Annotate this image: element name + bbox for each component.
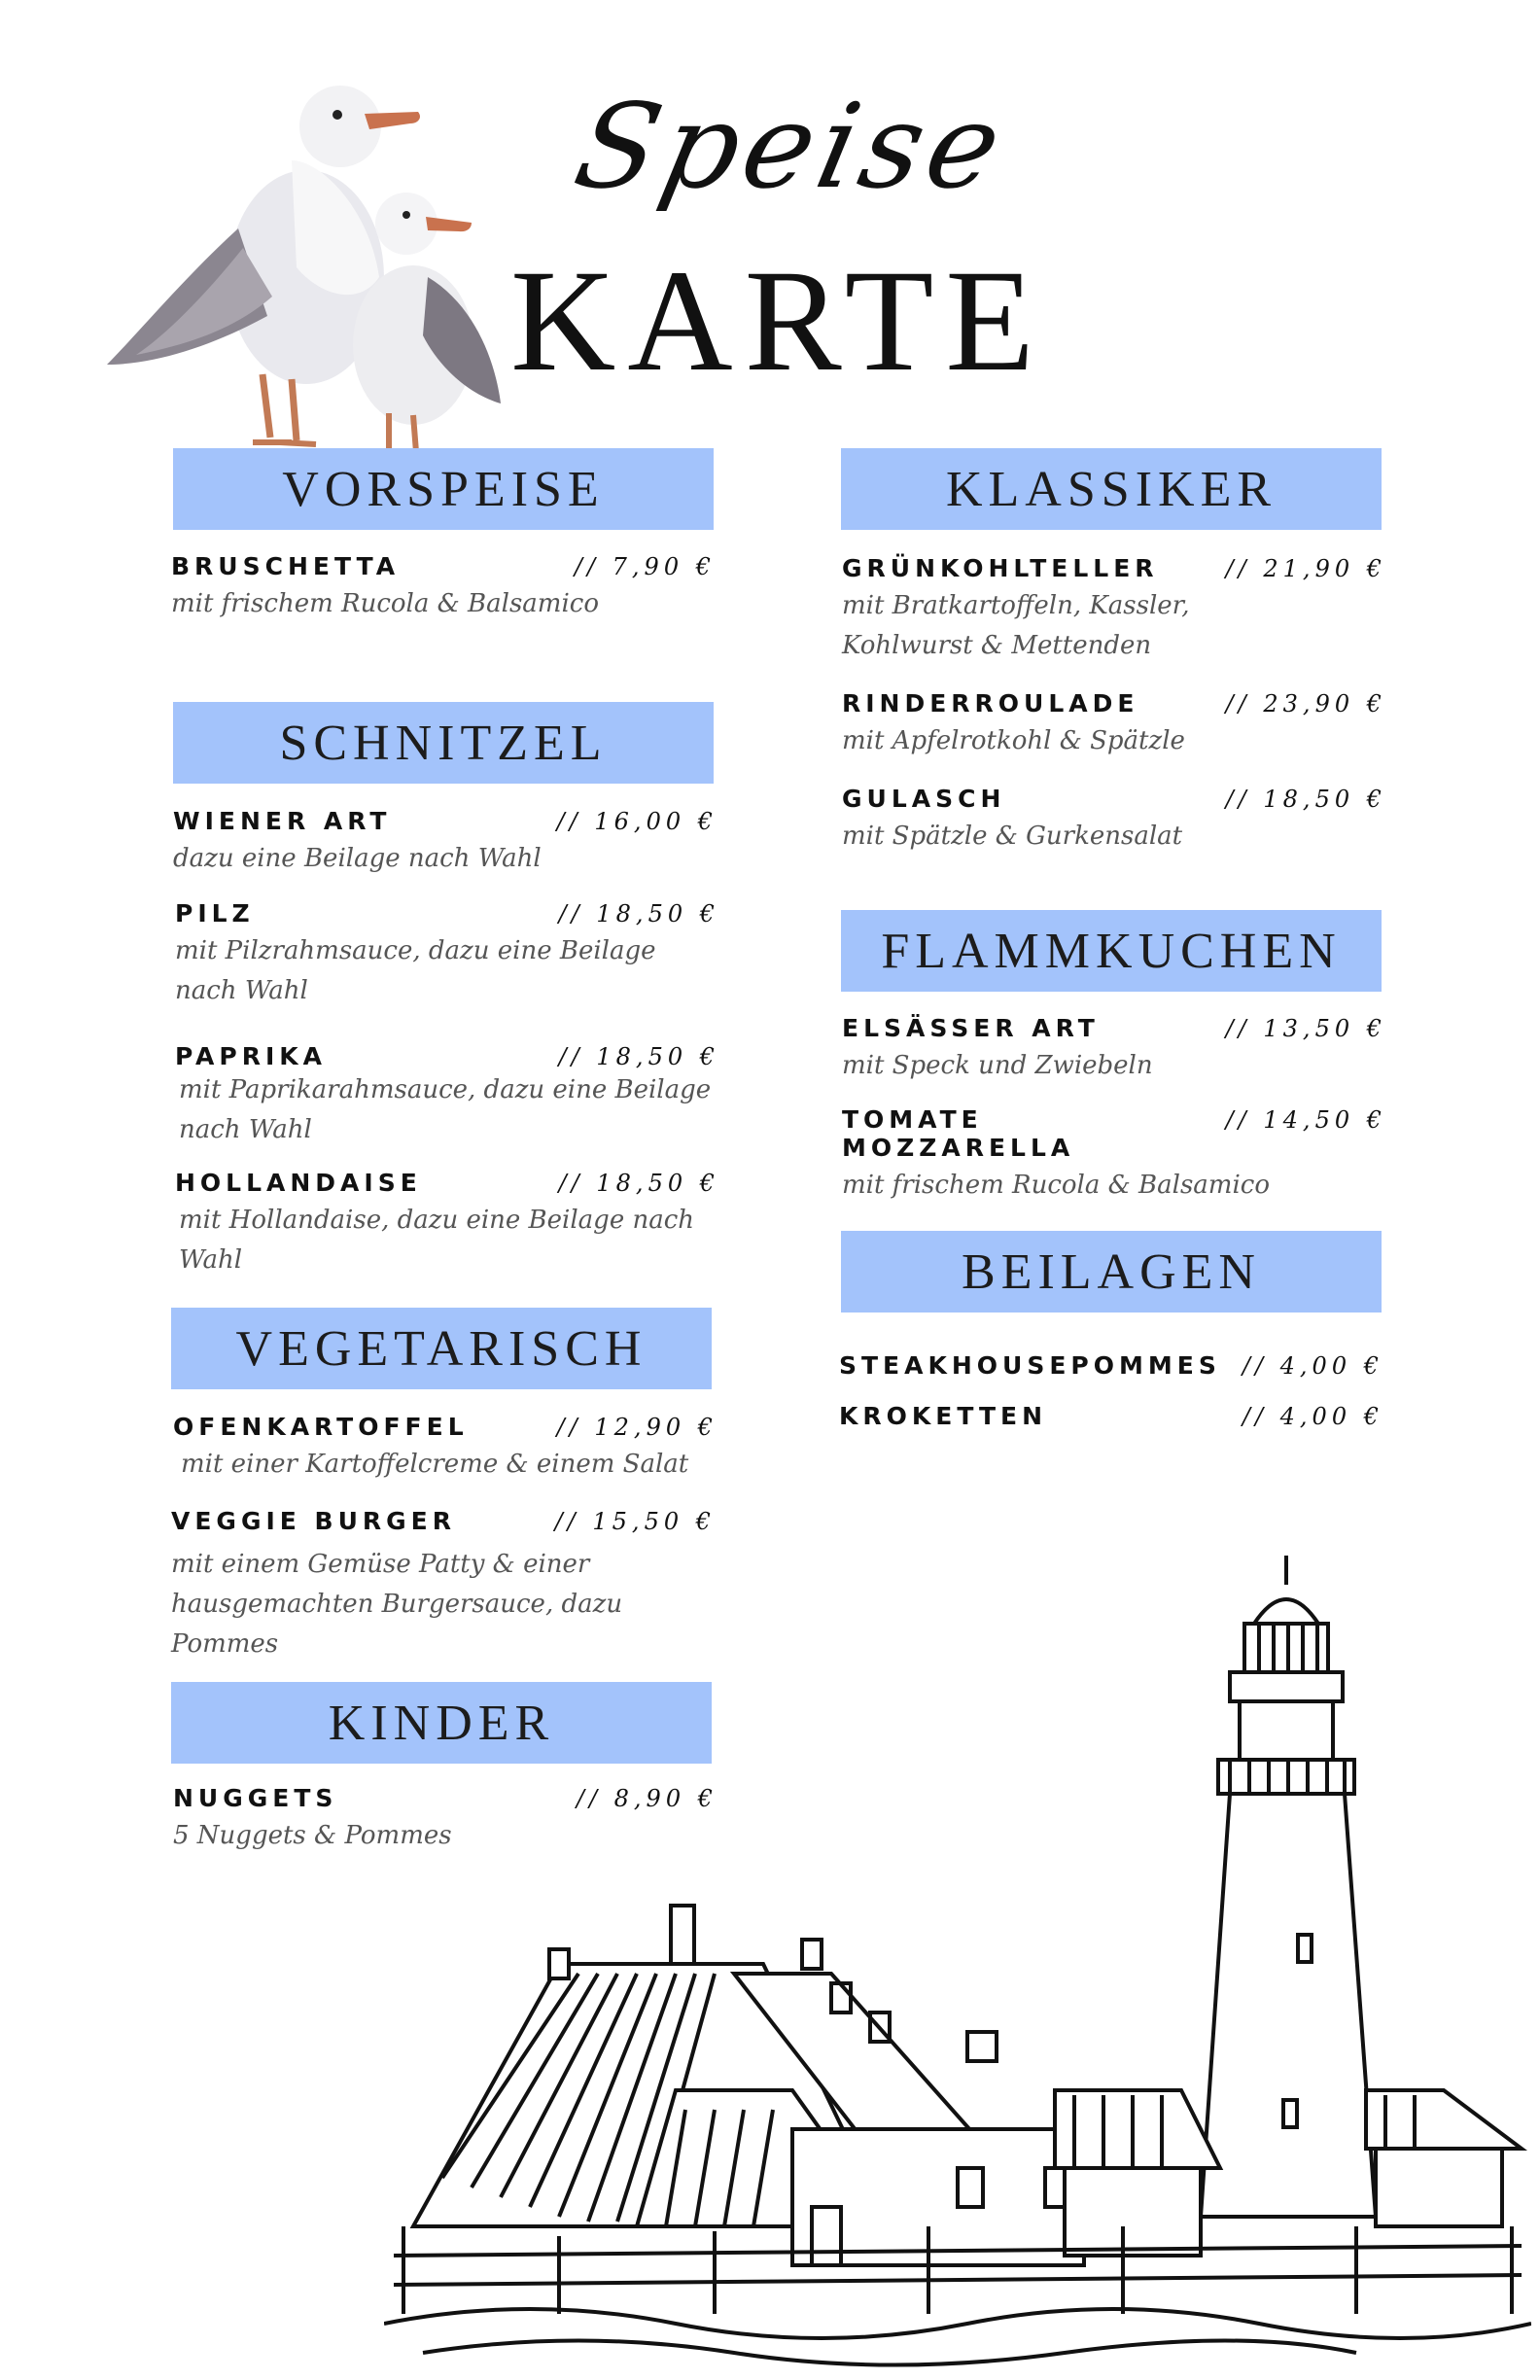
item-price: // 12,90 € [556, 1414, 718, 1441]
item-name: KROKETTEN [839, 1402, 1048, 1430]
item-name: HOLLANDAISE [175, 1169, 422, 1197]
menu-item [171, 552, 716, 624]
item-price: // 8,90 € [576, 1785, 718, 1812]
item-description: mit einem Gemüse Patty & einer hausgemachten Burgersauce, dazu Pommes [171, 1550, 623, 1659]
item-description: mit Speck und Zwiebeln [842, 1051, 1153, 1080]
item-description: mit einer Kartoffelcreme & einem Salat [181, 1450, 689, 1479]
menu-item [842, 1014, 1386, 1086]
item-name: OFENKARTOFFEL [173, 1413, 469, 1441]
item-name: WIENER ART [173, 807, 392, 835]
item-description: mit frischem Rucola & Balsamico [842, 1171, 1270, 1200]
item-price: // 18,50 € [558, 900, 719, 928]
item-description: dazu eine Beilage nach Wahl [173, 844, 542, 873]
menu-item [839, 1402, 1383, 1430]
item-name: BRUSCHETTA [171, 552, 401, 580]
item-price: // 13,50 € [1225, 1015, 1386, 1042]
menu-item [173, 807, 718, 879]
section-header-klassiker: KLASSIKER [841, 448, 1382, 530]
item-price: // 18,50 € [1225, 786, 1386, 813]
menu-item [842, 689, 1386, 761]
menu-item [842, 554, 1386, 666]
item-price: // 23,90 € [1225, 690, 1386, 718]
item-name: RINDERROULADE [842, 689, 1139, 718]
item-description: mit Paprikarahmsauce, dazu eine Beilage nach Wahl [179, 1075, 712, 1144]
item-name: TOMATE MOZZARELLA [842, 1105, 1075, 1162]
item-price: // 16,00 € [556, 808, 718, 835]
menu-item [839, 1351, 1383, 1380]
item-name: GULASCH [842, 785, 1006, 813]
section-header-schnitzel: SCHNITZEL [173, 702, 714, 784]
section-header-beilagen: BEILAGEN [841, 1231, 1382, 1312]
menu-item [173, 1413, 718, 1485]
item-description: mit Apfelrotkohl & Spätzle [842, 726, 1185, 755]
item-price: // 18,50 € [558, 1170, 719, 1197]
menu-item [175, 1169, 719, 1280]
menu-item [842, 785, 1386, 857]
item-price: // 18,50 € [558, 1043, 719, 1070]
item-description: mit Spätzle & Gurkensalat [842, 822, 1183, 851]
item-name: NUGGETS [173, 1784, 338, 1812]
item-name: PILZ [175, 899, 255, 928]
title-main: KARTE [510, 240, 1046, 402]
item-price: // 14,50 € [1225, 1106, 1386, 1134]
section-header-vorspeise: VORSPEISE [173, 448, 714, 530]
item-name: STEAKHOUSEPOMMES [839, 1351, 1221, 1380]
seagulls-illustration [97, 53, 515, 462]
item-price: // 4,00 € [1242, 1403, 1383, 1430]
item-price: // 7,90 € [574, 553, 716, 580]
item-name: VEGGIE BURGER [171, 1507, 457, 1535]
item-name: GRÜNKOHLTELLER [842, 554, 1159, 582]
title-script: Speise [564, 80, 1018, 215]
menu-item [175, 899, 719, 1011]
menu-item [842, 1105, 1386, 1206]
item-description: 5 Nuggets & Pommes [173, 1821, 452, 1850]
item-price: // 4,00 € [1242, 1352, 1383, 1380]
item-description: mit Bratkartoffeln, Kassler, Kohlwurst & Mettenden [842, 591, 1190, 660]
item-description: mit frischem Rucola & Balsamico [171, 589, 599, 618]
section-header-kinder: KINDER [171, 1682, 712, 1764]
section-header-flammkuchen: FLAMMKUCHEN [841, 910, 1382, 992]
menu-item [175, 1042, 719, 1150]
item-name: ELSÄSSER ART [842, 1014, 1100, 1042]
lighthouse-illustration [384, 1546, 1531, 2372]
item-price: // 21,90 € [1225, 555, 1386, 582]
item-name: PAPRIKA [175, 1042, 327, 1070]
item-description: mit Pilzrahmsauce, dazu eine Beilage nach Wahl [175, 936, 656, 1005]
section-header-vegetarisch: VEGETARISCH [171, 1308, 712, 1389]
item-description: mit Hollandaise, dazu eine Beilage nach Wahl [179, 1206, 695, 1275]
item-price: // 15,50 € [554, 1508, 716, 1535]
